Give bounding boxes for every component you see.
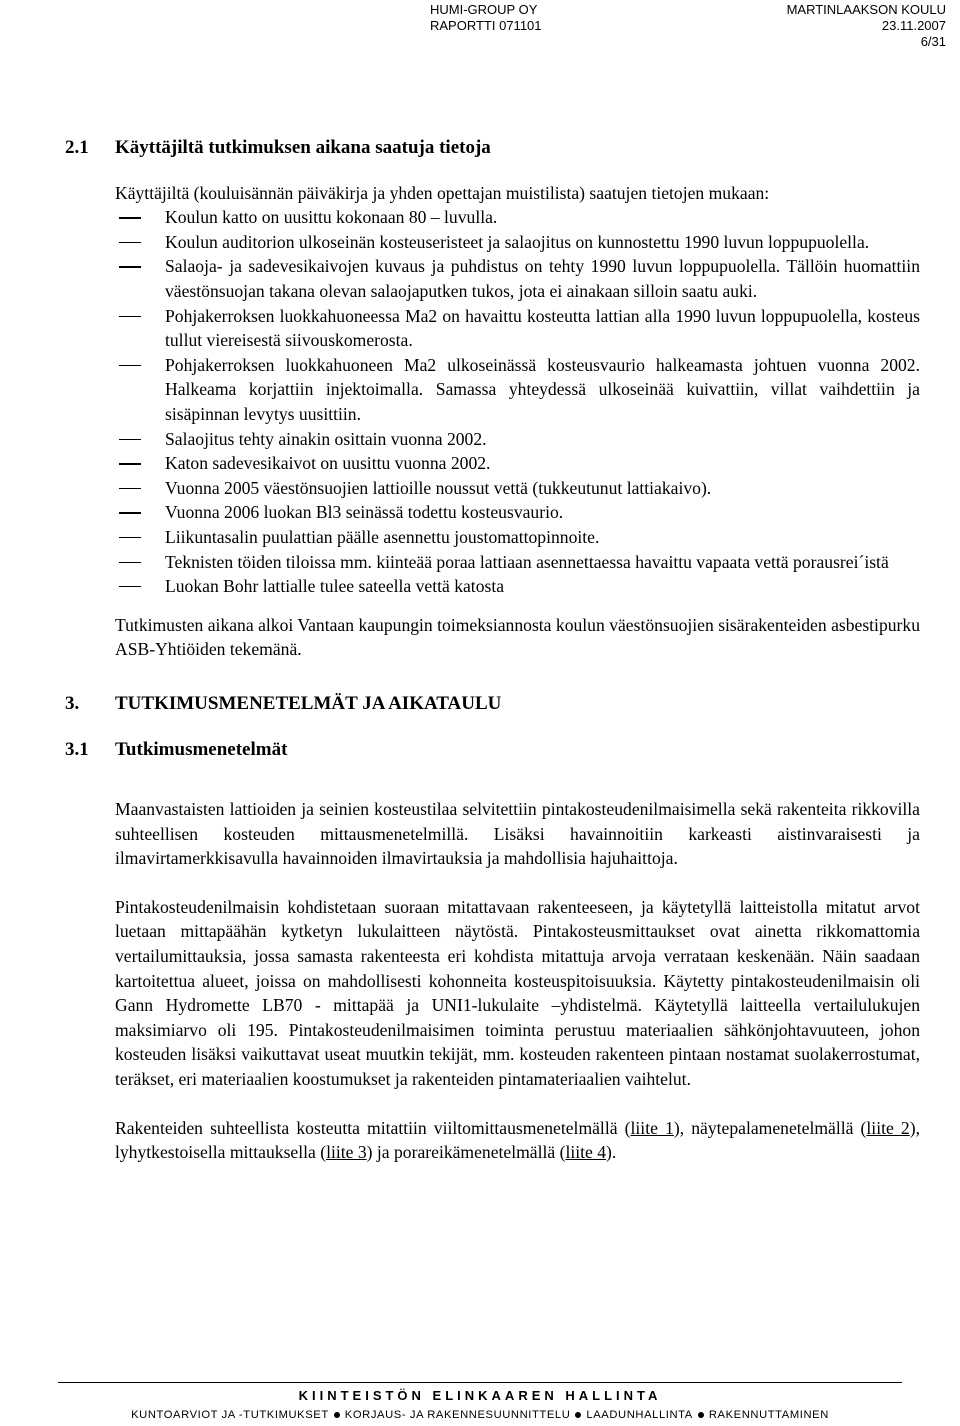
section-number: 3. bbox=[65, 692, 80, 714]
bullet-dot-icon bbox=[334, 1412, 340, 1418]
methods-paragraph-2: Pintakosteudenilmaisin kohdistetaan suoraan mitattavaan rakenteeseen, ja käytetyllä laitteistolla mitatut arvot luetaan mittapäähän kytketyn lukulaitteen näytöstä. Pintakosteusmittaukset ovat ainetta rikkomattomia vertailumittauksia, jossa samasta rakenteesta eri kohdista mitattuja arvoja verrataan keskenään. Näin saadaan kartoitettua alueet, joissa on mahdollisesti kohonneita kosteuspitoisuuksia. Käytetty pintakosteudenilmaisin oli Gann Hydromette LB70 - mittapää ja UNI1-lukulaite –yhdistelmä. Käytetyllä laitteella vertailulukujen maksimiarvo oli 195. Pintakosteudenilmaisimen toiminta perustuu materiaalien sähkönjohtavuuteen, johon kosteuden lisäksi vaikuttavat useat muutkin tekijät, mm. kosteuden rakenteen pintaan nostamat suolakerrostumat, teräkset, eri materiaalien koostumukset ja rakenteiden pintamateriaalien vaihtelut. bbox=[115, 896, 920, 1089]
header-right bbox=[787, 2, 946, 50]
list-item: Vuonna 2006 luokan Bl3 seinässä todettu kosteusvaurio. bbox=[165, 502, 564, 523]
header-left bbox=[430, 2, 542, 34]
section-2-1-heading bbox=[65, 136, 920, 161]
list-item: Liikuntasalin puulattian päälle asennettu joustomattopinnoite. bbox=[165, 526, 600, 547]
header-school: MARTINLAAKSON KOULU bbox=[786, 2, 946, 17]
header-company: HUMI-GROUP OY bbox=[430, 2, 538, 17]
methods-paragraph-3: Rakenteiden suhteellista kosteutta mitattiin viiltomittausmenetelmällä (liite 1), näytepalamenetelmällä (liite 2), lyhytkestoisella mittauksella (liite 3) ja porareikämenetelmällä (liite 4). bbox=[115, 1117, 920, 1163]
list-item: Koulun auditorion ulkoseinän kosteuseristeet ja salaojitus on kunnostettu 1990 luvun loppupuolella. bbox=[165, 231, 870, 252]
header-page-number: 6/31 bbox=[920, 34, 946, 49]
list-item: Pohjakerroksen luokkahuoneen Ma2 ulkoseinässä kosteusvaurio halkeamasta johtuen vuonna 2002. Halkeama korjattiin injektoimalla. Samassa yhteydessä ulkoseinää kuivattiin, villat vaihdettiin ja sisäpinnan levytys uusittiin. bbox=[165, 354, 920, 424]
footer-service: LAADUNHALLINTA bbox=[586, 1409, 693, 1421]
bullet-dot-icon bbox=[575, 1412, 581, 1418]
appendix-2-link[interactable]: liite 2 bbox=[866, 1117, 910, 1138]
header-date: 23.11.2007 bbox=[881, 18, 946, 33]
section-closing-paragraph: Tutkimusten aikana alkoi Vantaan kaupungin toimeksiannosta koulun väestönsuojien sisärakenteiden asbestipurku ASB-Yhtiöiden tekemänä. bbox=[115, 614, 920, 660]
footer-service: RAKENNUTTAMINEN bbox=[708, 1409, 829, 1421]
section-title: Käyttäjiltä tutkimuksen aikana saatuja tietoja bbox=[115, 137, 491, 158]
footer-service: KORJAUS- JA RAKENNESUUNNITTELU bbox=[344, 1409, 571, 1421]
section-title: TUTKIMUSMENETELMÄT JA AIKATAULU bbox=[115, 692, 502, 714]
section-number: 2.1 bbox=[65, 137, 89, 158]
list-item: Salaojitus tehty ainakin osittain vuonna 2002. bbox=[165, 428, 487, 449]
document-body bbox=[65, 136, 920, 1165]
footer-services bbox=[0, 1409, 960, 1421]
list-item: Katon sadevesikaivot on uusittu vuonna 2002. bbox=[165, 453, 491, 474]
appendix-4-link[interactable]: liite 4 bbox=[565, 1142, 607, 1163]
section-number: 3.1 bbox=[65, 739, 89, 761]
list-item: Pohjakerroksen luokkahuoneessa Ma2 on havaittu kosteutta lattian alla 1990 luvun loppupuolella, kosteus tullut viereisestä siivouskomerosta. bbox=[165, 305, 920, 351]
findings-list bbox=[115, 205, 920, 599]
header-report-number: RAPORTTI 071101 bbox=[430, 18, 542, 33]
footer-divider bbox=[58, 1382, 902, 1383]
list-item: Vuonna 2005 väestönsuojien lattioille noussut vettä (tukkeutunut lattiakaivo). bbox=[165, 477, 712, 498]
list-item: Teknisten töiden tiloissa mm. kiinteää poraa lattiaan asennettaessa havaittu vapaata vettä porausrei´istä bbox=[165, 551, 889, 572]
section-3-1-heading bbox=[65, 738, 920, 763]
list-item: Koulun katto on uusittu kokonaan 80 – luvulla. bbox=[165, 207, 498, 228]
section-title: Tutkimusmenetelmät bbox=[115, 739, 288, 761]
section-intro: Käyttäjiltä (kouluisännän päiväkirja ja yhden opettajan muistilista) saatujen tietojen mukaan: bbox=[115, 182, 770, 203]
footer-service: KUNTOARVIOT JA -TUTKIMUKSET bbox=[131, 1409, 329, 1421]
methods-paragraph-1: Maanvastaisten lattioiden ja seinien kosteustilaa selvitettiin pintakosteudenilmaisimella sekä rakenteita rikkovilla suhteellisen kosteuden mittausmenetelmillä. Lisäksi havainnoitiin karkeasti aistinvaraisesti ja ilmavirtamerkkisavulla havainnoiden ilmavirtauksia ja mahdollisia hajuhaittoja. bbox=[115, 799, 920, 869]
bullet-dot-icon bbox=[698, 1412, 704, 1418]
appendix-3-link[interactable]: liite 3 bbox=[326, 1142, 367, 1163]
list-item: Salaoja- ja sadevesikaivojen kuvaus ja puhdistus on tehty 1990 luvun loppupuolella. Tällöin huomattiin väestönsuojan takana olevan salaojaputken tukos, jota ei ainakaan silloin saatu auki. bbox=[165, 256, 920, 301]
list-item: Luokan Bohr lattialle tulee sateella vettä katosta bbox=[165, 576, 505, 597]
appendix-1-link[interactable]: liite 1 bbox=[630, 1117, 674, 1138]
section-3-heading bbox=[65, 692, 920, 717]
footer-title: KIINTEISTÖN ELINKAAREN HALLINTA bbox=[298, 1388, 662, 1403]
